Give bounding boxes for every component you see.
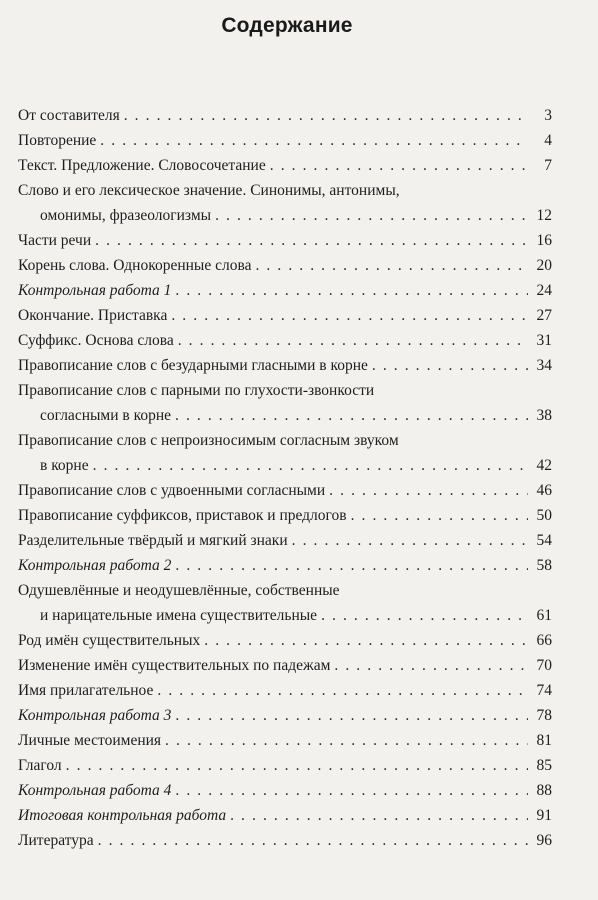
toc-leader-dots — [334, 653, 528, 678]
toc-leader-dots — [66, 753, 528, 778]
toc-page-number: 20 — [536, 257, 552, 274]
toc-page-number: 91 — [536, 807, 552, 824]
toc-page-number: 96 — [536, 832, 552, 849]
toc-entry — [18, 353, 552, 378]
toc-entry-title: Части речи — [18, 232, 92, 249]
toc-page-number: 3 — [544, 107, 552, 124]
toc-page-number: 27 — [536, 307, 552, 324]
toc-entry — [18, 478, 552, 503]
toc-entry-title: Имя прилагательное — [18, 682, 154, 699]
toc-entry-title: Изменение имён существительных по падежам — [18, 657, 331, 674]
toc-leader-dots — [292, 528, 528, 553]
toc-entry — [18, 128, 552, 153]
toc-leader-dots — [175, 778, 528, 803]
toc-entry — [18, 178, 552, 228]
toc-entry-title: Правописание суффиксов, приставок и предлогов — [18, 507, 347, 524]
toc-leader-dots — [175, 703, 528, 728]
page-title: Содержание — [221, 14, 353, 37]
toc-page-number: 34 — [536, 357, 552, 374]
toc-page-number: 85 — [536, 757, 552, 774]
toc-leader-dots — [175, 278, 528, 303]
toc-leader-dots — [255, 253, 528, 278]
toc-entry-title: Контрольная работа 1 — [18, 282, 172, 299]
toc-entry-title: Суффикс. Основа слова — [18, 332, 174, 349]
toc-entry-title-continued: и нарицательные имена существительные — [40, 607, 318, 624]
toc-leader-dots — [215, 203, 528, 228]
toc-entry-title: Глагол — [18, 757, 62, 774]
toc-entry-title: От составителя — [18, 107, 120, 124]
toc-entry — [18, 428, 552, 478]
toc-page-number: 50 — [536, 507, 552, 524]
toc-page-number: 4 — [544, 132, 552, 149]
toc-leader-dots — [329, 478, 528, 503]
toc-leader-dots — [93, 453, 528, 478]
toc-page-number: 81 — [536, 732, 552, 749]
toc-page-number: 12 — [536, 207, 552, 224]
toc-leader-dots — [372, 353, 528, 378]
toc-leader-dots — [321, 603, 528, 628]
toc-entry — [18, 278, 552, 303]
toc-page-number: 70 — [536, 657, 552, 674]
toc-entry — [18, 378, 552, 428]
toc-entry — [18, 628, 552, 653]
toc-entry — [18, 703, 552, 728]
toc-entry-title: Правописание слов с непроизносимым согласным звуком — [18, 432, 399, 449]
toc-entry-title: Одушевлённые и неодушевлённые, собственные — [18, 582, 340, 599]
toc-leader-dots — [351, 503, 528, 528]
toc-entry-title: Текст. Предложение. Словосочетание — [18, 157, 266, 174]
toc-entry-title-continued: в корне — [40, 457, 89, 474]
toc-entry-title: Личные местоимения — [18, 732, 162, 749]
toc-leader-dots — [165, 728, 528, 753]
toc-entry-title-continued: омонимы, фразеологизмы — [40, 207, 212, 224]
toc-page-number: 74 — [536, 682, 552, 699]
toc-entry — [18, 528, 552, 553]
toc-entry — [18, 678, 552, 703]
toc-entry-title: Род имён существительных — [18, 632, 201, 649]
toc-leader-dots — [204, 628, 528, 653]
toc-leader-dots — [98, 828, 528, 853]
toc-entry — [18, 653, 552, 678]
toc-entry — [18, 153, 552, 178]
toc-entry-title: Литература — [18, 832, 94, 849]
toc-page-number: 42 — [536, 457, 552, 474]
toc-leader-dots — [178, 328, 528, 353]
toc-entry — [18, 103, 552, 128]
toc-leader-dots — [100, 128, 528, 153]
toc-page-number: 46 — [536, 482, 552, 499]
toc-page-number: 54 — [536, 532, 552, 549]
toc-page-number: 66 — [536, 632, 552, 649]
toc-entry-title: Правописание слов с парными по глухости-звонкости — [18, 382, 375, 399]
toc-entry-title: Корень слова. Однокоренные слова — [18, 257, 252, 274]
toc-entry-title: Повторение — [18, 132, 97, 149]
toc-entry — [18, 553, 552, 578]
toc-leader-dots — [157, 678, 528, 703]
toc-leader-dots — [270, 153, 528, 178]
toc-leader-dots — [230, 803, 528, 828]
toc-entry — [18, 828, 552, 853]
toc-page-number: 61 — [536, 607, 552, 624]
toc-entry-title: Правописание слов с безударными гласными в корне — [18, 357, 368, 374]
toc-entry-title: Разделительные твёрдый и мягкий знаки — [18, 532, 288, 549]
toc-page-number: 58 — [536, 557, 552, 574]
toc-page-number: 31 — [536, 332, 552, 349]
toc-entry-title: Слово и его лексическое значение. Синонимы, антонимы, — [18, 182, 400, 199]
toc-entry — [18, 503, 552, 528]
toc-entry — [18, 728, 552, 753]
toc-entry-title: Правописание слов с удвоенными согласными — [18, 482, 326, 499]
toc-entry — [18, 803, 552, 828]
toc-leader-dots — [95, 228, 528, 253]
toc-leader-dots — [124, 103, 528, 128]
toc-page-number: 7 — [544, 157, 552, 174]
toc-entry-title: Контрольная работа 2 — [18, 557, 172, 574]
toc-entry — [18, 753, 552, 778]
toc-entry-title: Итоговая контрольная работа — [18, 807, 227, 824]
table-of-contents — [18, 103, 552, 853]
toc-entry-title: Окончание. Приставка — [18, 307, 168, 324]
toc-leader-dots — [175, 553, 528, 578]
toc-page-number: 38 — [536, 407, 552, 424]
toc-entry-title: Контрольная работа 3 — [18, 707, 172, 724]
toc-entry — [18, 578, 552, 628]
toc-entry — [18, 328, 552, 353]
toc-leader-dots — [175, 403, 528, 428]
toc-entry — [18, 303, 552, 328]
toc-entry — [18, 253, 552, 278]
toc-page-number: 24 — [536, 282, 552, 299]
toc-leader-dots — [171, 303, 528, 328]
toc-page-number: 88 — [536, 782, 552, 799]
toc-page-number: 78 — [536, 707, 552, 724]
toc-entry — [18, 778, 552, 803]
toc-page-number: 16 — [536, 232, 552, 249]
toc-entry-title-continued: согласными в корне — [40, 407, 171, 424]
toc-entry — [18, 228, 552, 253]
toc-entry-title: Контрольная работа 4 — [18, 782, 172, 799]
